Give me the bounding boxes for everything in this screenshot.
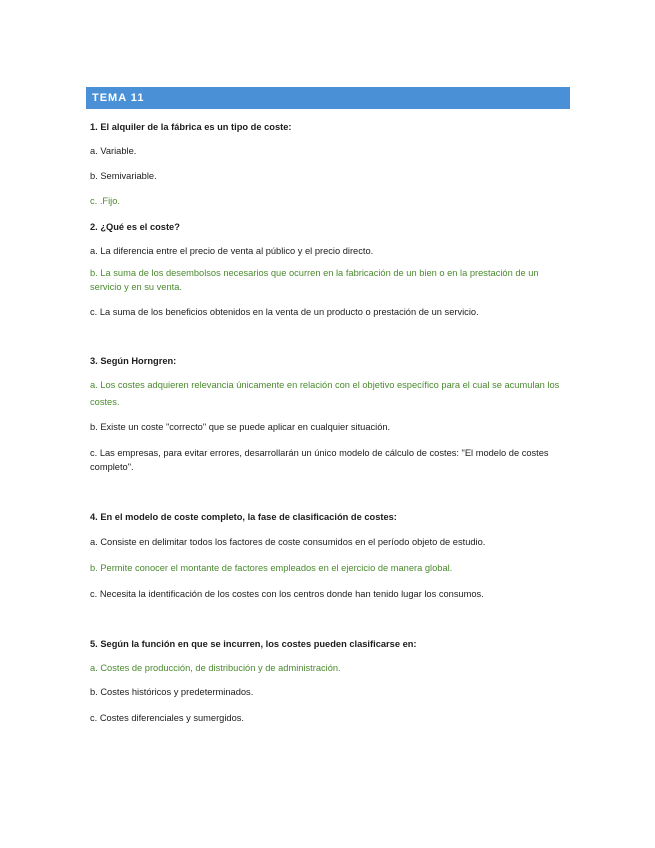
question-5: 5. Según la función en que se incurren, los costes pueden clasificarse en: — [90, 639, 417, 649]
question-1-option-c-correct: c. .Fijo. — [90, 196, 120, 206]
question-3-option-b: b. Existe un coste "correcto" que se puede aplicar en cualquier situación. — [90, 422, 391, 432]
question-1: 1. El alquiler de la fábrica es un tipo de coste: — [90, 122, 292, 132]
question-2-option-b-correct: b. La suma de los desembolsos necesarios que ocurren en la fabricación de un bien o en la prestación de un servicio y en su venta. — [90, 268, 539, 292]
question-1-option-a: a. Variable. — [90, 146, 137, 156]
question-5-option-c: c. Costes diferenciales y sumergidos. — [90, 713, 244, 723]
question-2-option-a: a. La diferencia entre el precio de venta al público y el precio directo. — [90, 246, 374, 256]
question-4-option-b-correct: b. Permite conocer el montante de factores empleados en el ejercicio de manera global. — [90, 563, 453, 573]
question-4-option-a: a. Consiste en delimitar todos los factores de coste consumidos en el período objeto de estudio. — [90, 537, 486, 547]
question-3-option-a-correct: a. Los costes adquieren relevancia únicamente en relación con el objetivo específico para el cual se acumulan los costes. — [90, 380, 560, 407]
question-4-option-c: c. Necesita la identificación de los costes con los centros donde han tenido lugar los consumos. — [90, 589, 484, 599]
question-3: 3. Según Horngren: — [90, 356, 177, 366]
section-title-banner: TEMA 11 — [86, 87, 570, 109]
question-5-option-b: b. Costes históricos y predeterminados. — [90, 687, 254, 697]
question-3-option-c: c. Las empresas, para evitar errores, desarrollarán un único modelo de cálculo de costes: "El modelo de costes completo". — [90, 448, 549, 472]
question-2: 2. ¿Qué es el coste? — [90, 222, 180, 232]
question-1-option-b: b. Semivariable. — [90, 171, 157, 181]
question-2-option-c: c. La suma de los beneficios obtenidos en la venta de un producto o prestación de un servicio. — [90, 307, 479, 317]
question-5-option-a-correct: a. Costes de producción, de distribución y de administración. — [90, 663, 341, 673]
question-4: 4. En el modelo de coste completo, la fase de clasificación de costes: — [90, 512, 397, 522]
